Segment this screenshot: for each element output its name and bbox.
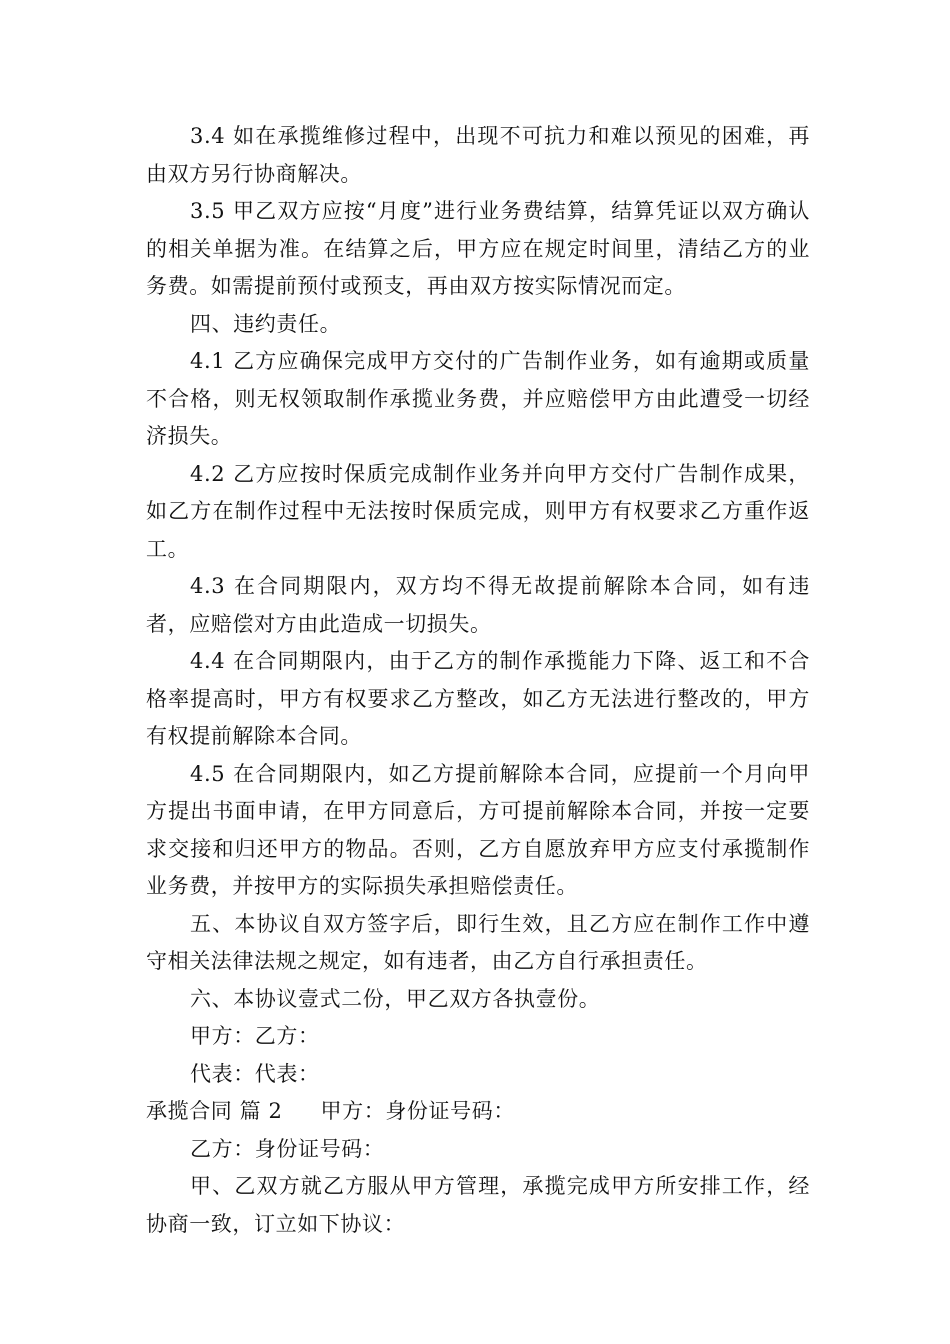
signature-representatives: 代表：代表：	[190, 1061, 320, 1086]
heading-breach-liability: 四、违约责任。	[190, 311, 342, 336]
party-b-id-line: 乙方：身份证号码：	[190, 1136, 385, 1161]
paragraph-4-5: 4.5 在合同期限内，如乙方提前解除本合同，应提前一个月向甲方提出书面申请，在甲方同意后，方可提前解除本合同，并按一定要求交接和归还甲方的物品。否则，乙方自愿放弃甲方应支付承揽制作业务费，并按甲方的实际损失承担赔偿责任。	[146, 761, 810, 898]
paragraph-4-3: 4.3 在合同期限内，双方均不得无故提前解除本合同，如有违者，应赔偿对方由此造成一切损失。	[146, 574, 810, 636]
paragraph-3-5: 3.5 甲乙双方应按“月度”进行业务费结算，结算凭证以双方确认的相关单据为准。在结算之后，甲方应在规定时间里，清结乙方的业务费。如需提前预付或预支，再由双方按实际情况而定。	[146, 199, 810, 298]
section-heading: 承揽合同 篇 2	[146, 1099, 283, 1123]
paragraph-effective: 五、本协议自双方签字后，即行生效，且乙方应在制作工作中遵守相关法律法规之规定，如有违者，由乙方自行承担责任。	[146, 911, 810, 973]
section-first-line: 甲方：身份证号码：	[320, 1099, 515, 1123]
agreement-intro: 甲、乙双方就乙方服从甲方管理，承揽完成甲方所安排工作，经协商一致，订立如下协议：	[146, 1174, 810, 1236]
signature-parties: 甲方：乙方：	[190, 1024, 320, 1048]
paragraph-copies: 六、本协议壹式二份，甲乙双方各执壹份。	[190, 986, 601, 1011]
document-body	[146, 118, 810, 1243]
paragraph-4-1: 4.1 乙方应确保完成甲方交付的广告制作业务，如有逾期或质量不合格，则无权领取制作承揽业务费，并应赔偿甲方由此遭受一切经济损失。	[146, 349, 810, 448]
paragraph-4-2: 4.2 乙方应按时保质完成制作业务并向甲方交付广告制作成果，如乙方在制作过程中无法按时保质完成，则甲方有权要求乙方重作返工。	[146, 461, 810, 561]
paragraph-3-4: 3.4 如在承揽维修过程中，出现不可抗力和难以预见的困难，再由双方另行协商解决。	[146, 124, 810, 186]
paragraph-4-4: 4.4 在合同期限内，由于乙方的制作承揽能力下降、返工和不合格率提高时，甲方有权要求乙方整改，如乙方无法进行整改的，甲方有权提前解除本合同。	[146, 649, 810, 748]
section-heading-line	[146, 1093, 810, 1131]
